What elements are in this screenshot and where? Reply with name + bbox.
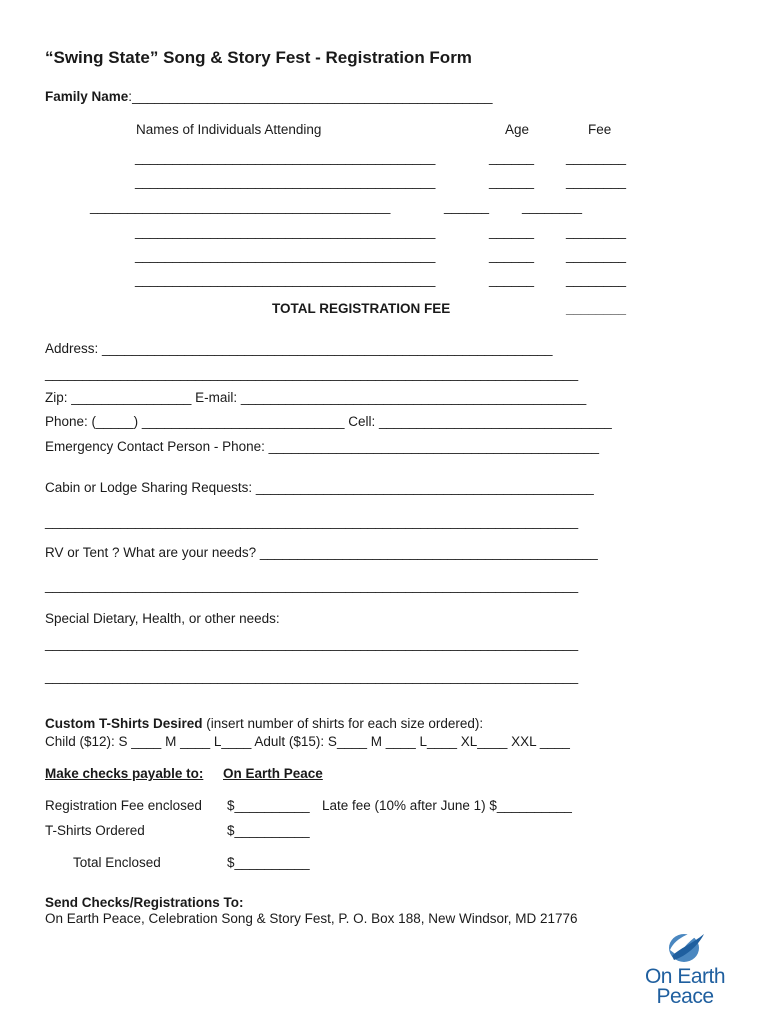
attendee-fee-blank[interactable]: ________ (566, 150, 627, 165)
tshirt-sizes-field[interactable]: Child ($12): S ____ M ____ L____ Adult ($15): S____ M ____ L____ XL____ XXL ____ (45, 734, 570, 749)
fee-column-header: Fee (588, 122, 612, 137)
attendee-fee-blank[interactable]: ________ (566, 272, 627, 287)
attendee-name-blank[interactable]: ________________________________________ (135, 224, 436, 239)
on-earth-peace-logo (642, 926, 728, 1010)
attendee-age-blank[interactable]: ______ (444, 199, 490, 214)
checks-payee: On Earth Peace (223, 766, 323, 781)
total-registration-fee-label: TOTAL REGISTRATION FEE (272, 301, 451, 316)
registration-fee-enclosed-blank[interactable]: $__________ (227, 798, 310, 813)
attendee-age-blank[interactable]: ______ (489, 248, 535, 263)
registration-fee-enclosed-label: Registration Fee enclosed (45, 798, 202, 813)
total-enclosed-blank[interactable]: $__________ (227, 855, 310, 870)
form-title: “Swing State” Song & Story Fest - Registration Form (45, 48, 472, 67)
tshirts-ordered-label: T-Shirts Ordered (45, 823, 145, 838)
dove-globe-icon (664, 926, 708, 966)
attendee-name-blank[interactable]: ________________________________________ (135, 150, 436, 165)
family-name-row (45, 89, 492, 104)
logo-text-line-1: On Earth (644, 965, 726, 988)
family-name-colon: : (128, 89, 133, 104)
dietary-needs-line-2[interactable]: _______________________________________________________________________ (45, 669, 579, 684)
dietary-needs-label: Special Dietary, Health, or other needs: (45, 611, 280, 626)
cabin-sharing-line-2[interactable]: _______________________________________________________________________ (45, 514, 579, 529)
attendee-age-blank[interactable]: ______ (489, 150, 535, 165)
tshirt-note: (insert number of shirts for each size ordered): (202, 716, 484, 731)
zip-email-field[interactable]: Zip: ________________ E-mail: ______________________________________________ (45, 390, 587, 405)
checks-payable-label: Make checks payable to: (45, 766, 204, 781)
attendee-name-blank[interactable]: ________________________________________ (135, 248, 436, 263)
names-column-header: Names of Individuals Attending (136, 122, 322, 137)
phone-cell-field[interactable]: Phone: (_____) ___________________________ Cell: _______________________________ (45, 414, 612, 429)
attendee-age-blank[interactable]: ______ (489, 224, 535, 239)
total-enclosed-label: Total Enclosed (73, 855, 161, 870)
tshirts-ordered-blank[interactable]: $__________ (227, 823, 310, 838)
attendee-fee-blank[interactable]: ________ (566, 224, 627, 239)
tshirt-heading-row (45, 716, 483, 731)
cabin-sharing-field[interactable]: Cabin or Lodge Sharing Requests: _____________________________________________ (45, 480, 594, 495)
tshirt-heading: Custom T-Shirts Desired (45, 716, 203, 731)
address-line-2[interactable]: _______________________________________________________________________ (45, 366, 579, 381)
late-fee-field[interactable]: Late fee (10% after June 1) $__________ (322, 798, 572, 813)
attendee-age-blank[interactable]: ______ (489, 174, 535, 189)
attendee-fee-blank[interactable]: ________ (522, 199, 583, 214)
family-name-label: Family Name (45, 89, 129, 104)
emergency-contact-field[interactable]: Emergency Contact Person - Phone: ____________________________________________ (45, 439, 599, 454)
family-name-blank[interactable]: ________________________________________________ (132, 89, 493, 104)
logo-text-line-2: Peace (656, 985, 714, 1008)
attendee-fee-blank[interactable]: ________ (566, 248, 627, 263)
rv-tent-line-2[interactable]: _______________________________________________________________________ (45, 578, 579, 593)
attendee-age-blank[interactable]: ______ (489, 272, 535, 287)
attendee-name-blank[interactable]: ________________________________________ (135, 272, 436, 287)
total-registration-fee-blank[interactable]: ________ (566, 301, 627, 316)
address-field[interactable]: Address: ____________________________________________________________ (45, 341, 553, 356)
attendee-fee-blank[interactable]: ________ (566, 174, 627, 189)
attendee-name-blank[interactable]: ________________________________________ (90, 199, 391, 214)
age-column-header: Age (505, 122, 530, 137)
rv-tent-field[interactable]: RV or Tent ? What are your needs? _____________________________________________ (45, 545, 598, 560)
send-registrations-heading: Send Checks/Registrations To: (45, 895, 244, 910)
attendee-name-blank[interactable]: ________________________________________ (135, 174, 436, 189)
mailing-address: On Earth Peace, Celebration Song & Story Fest, P. O. Box 188, New Windsor, MD 21776 (45, 911, 578, 926)
dietary-needs-line-1[interactable]: _______________________________________________________________________ (45, 636, 579, 651)
